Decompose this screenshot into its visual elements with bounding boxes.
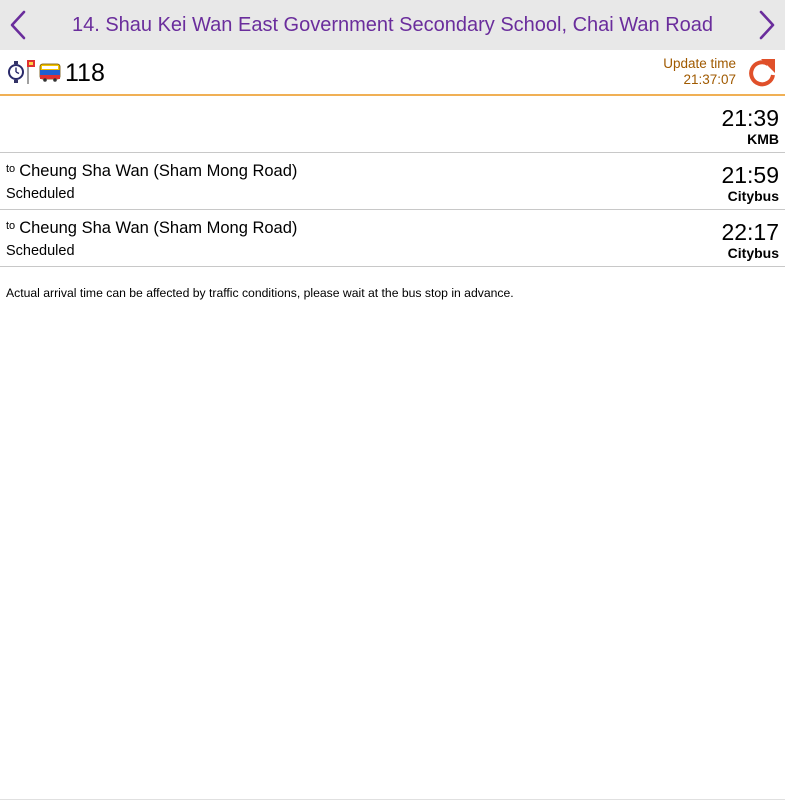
refresh-button[interactable]: [746, 56, 778, 88]
navigation-bar: [0, 0, 785, 50]
eta-company: Citybus: [727, 245, 779, 261]
traffic-notice: Actual arrival time can be affected by traffic conditions, please wait at the bus stop in advance.: [6, 286, 514, 300]
update-time-block: [663, 56, 736, 88]
route-header: [0, 50, 785, 96]
eta-time: 22:17: [721, 219, 779, 245]
previous-stop-button[interactable]: [2, 8, 34, 42]
next-stop-button[interactable]: [751, 8, 783, 42]
eta-list: [0, 96, 785, 267]
eta-time: 21:59: [721, 162, 779, 188]
eta-status: Scheduled: [6, 186, 75, 202]
bus-icon: [39, 61, 61, 83]
eta-destination: [6, 162, 297, 181]
to-label: to: [6, 163, 16, 175]
eta-time: 21:39: [721, 105, 779, 131]
refresh-icon: [746, 56, 778, 88]
to-label: to: [6, 220, 16, 232]
update-time-value: 21:37:07: [683, 72, 736, 87]
eta-company: KMB: [747, 131, 779, 147]
chevron-right-icon: [757, 10, 777, 40]
stop-clock-icon: [8, 59, 36, 85]
eta-row[interactable]: [0, 210, 785, 267]
eta-row[interactable]: [0, 96, 785, 153]
eta-destination: [6, 219, 297, 238]
eta-company: Citybus: [727, 188, 779, 204]
update-time-label: Update time: [663, 56, 736, 71]
eta-status: Scheduled: [6, 243, 75, 259]
route-icons: [8, 59, 61, 85]
route-number: 118: [65, 59, 105, 87]
chevron-left-icon: [8, 10, 28, 40]
eta-row[interactable]: [0, 153, 785, 210]
stop-title: 14. Shau Kei Wan East Government Secondary School, Chai Wan Road: [71, 14, 714, 36]
eta-destination: [6, 105, 10, 124]
destination-name: Cheung Sha Wan (Sham Mong Road): [19, 219, 298, 237]
destination-name: Cheung Sha Wan (Sham Mong Road): [19, 162, 298, 180]
